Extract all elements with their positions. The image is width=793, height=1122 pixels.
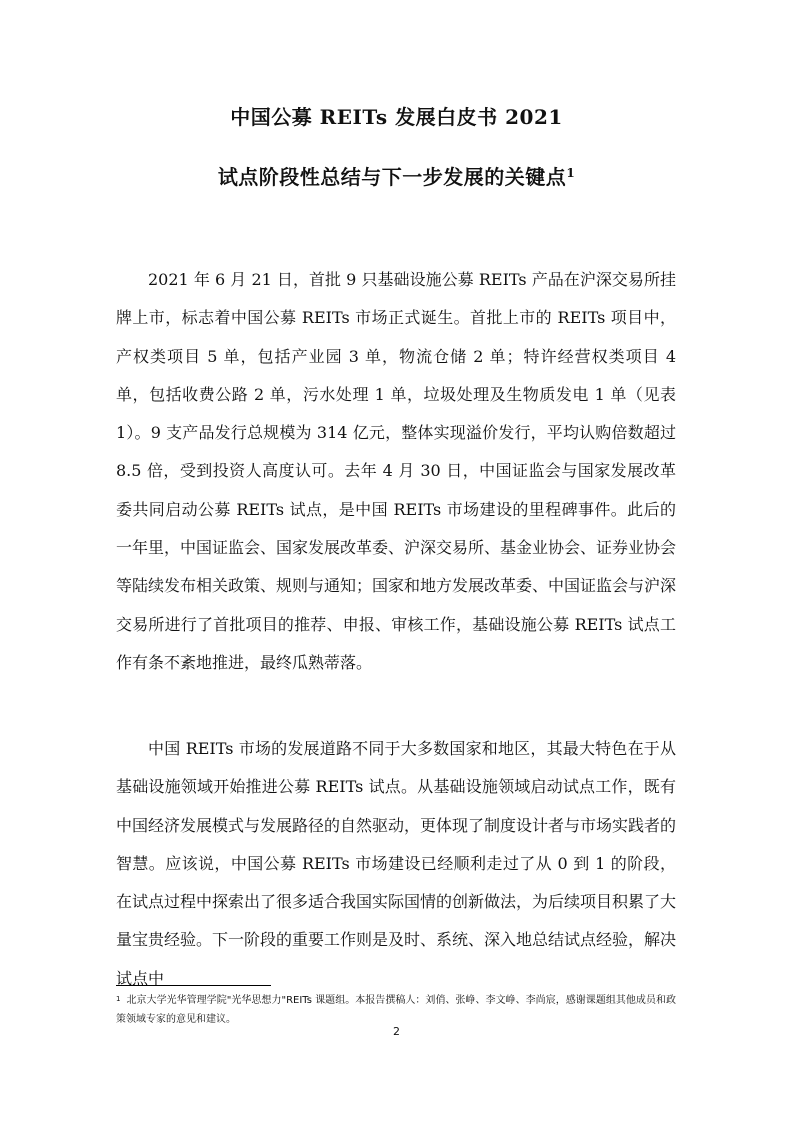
footnote-marker: 1 bbox=[116, 995, 121, 1003]
document-title: 中国公募 REITs 发展白皮书 2021 bbox=[230, 105, 563, 129]
document-subtitle-text: 试点阶段性总结与下一步发展的关键点 bbox=[217, 165, 567, 189]
body-paragraph: 中国 REITs 市场的发展道路不同于大多数国家和地区，其最大特色在于从基础设施领域开始推进公募 REITs 试点。从基础设施领域启动试点工作，既有中国经济发展模式与发展路径的自然驱动，更体现了制度设计者与市场实践者的智慧。应该说，中国公募 REITs 市场建设已经顺利走过了从 0 到 1 的阶段，在试点过程中探索出了很多适合我国实际国情的创新做法，为后续项目积累了大量宝贵经验。下一阶段的重要工作则是及时、系统、深入地总结试点经验，解决试点中 bbox=[116, 739, 677, 988]
page-number: 2 bbox=[393, 1025, 400, 1038]
footnote-text: 北京大学光华管理学院"光华思想力"REITs 课题组。本报告撰稿人：刘俏、张峥、李文峥、李尚宸，感谢课题组其他成员和政策领域专家的意见和建议。 bbox=[116, 995, 676, 1025]
footnote bbox=[116, 991, 676, 1029]
footnote-reference[interactable]: 1 bbox=[566, 166, 576, 180]
footnote-divider bbox=[116, 985, 271, 986]
body-paragraph: 2021 年 6 月 21 日，首批 9 只基础设施公募 REITs 产品在沪深交易所挂牌上市，标志着中国公募 REITs 市场正式诞生。首批上市的 REITs 项目中，产权类项目 5 单，包括产业园 3 单，物流仓储 2 单；特许经营权类项目 4 单，包括收费公路 2 单，污水处理 1 单，垃圾处理及生物质发电 1 单（见表 1）。9 支产品发行总规模为 314 亿元，整体实现溢价发行，平均认购倍数超过 8.5 倍，受到投资人高度认可。去年 4 月 30 日，中国证监会与国家发展改革委共同启动公募 REITs 试点，是中国 REITs 市场建设的里程碑事件。此后的一年里，中国证监会、国家发展改革委、沪深交易所、基金业协会、证券业协会等陆续发布相关政策、规则与通知；国家和地方发展改革委、中国证监会与沪深交易所进行了首批项目的推荐、申报、审核工作，基础设施公募 REITs 试点工作有条不紊地推进，最终瓜熟蒂落。 bbox=[116, 270, 677, 672]
document-subtitle bbox=[0, 163, 793, 191]
